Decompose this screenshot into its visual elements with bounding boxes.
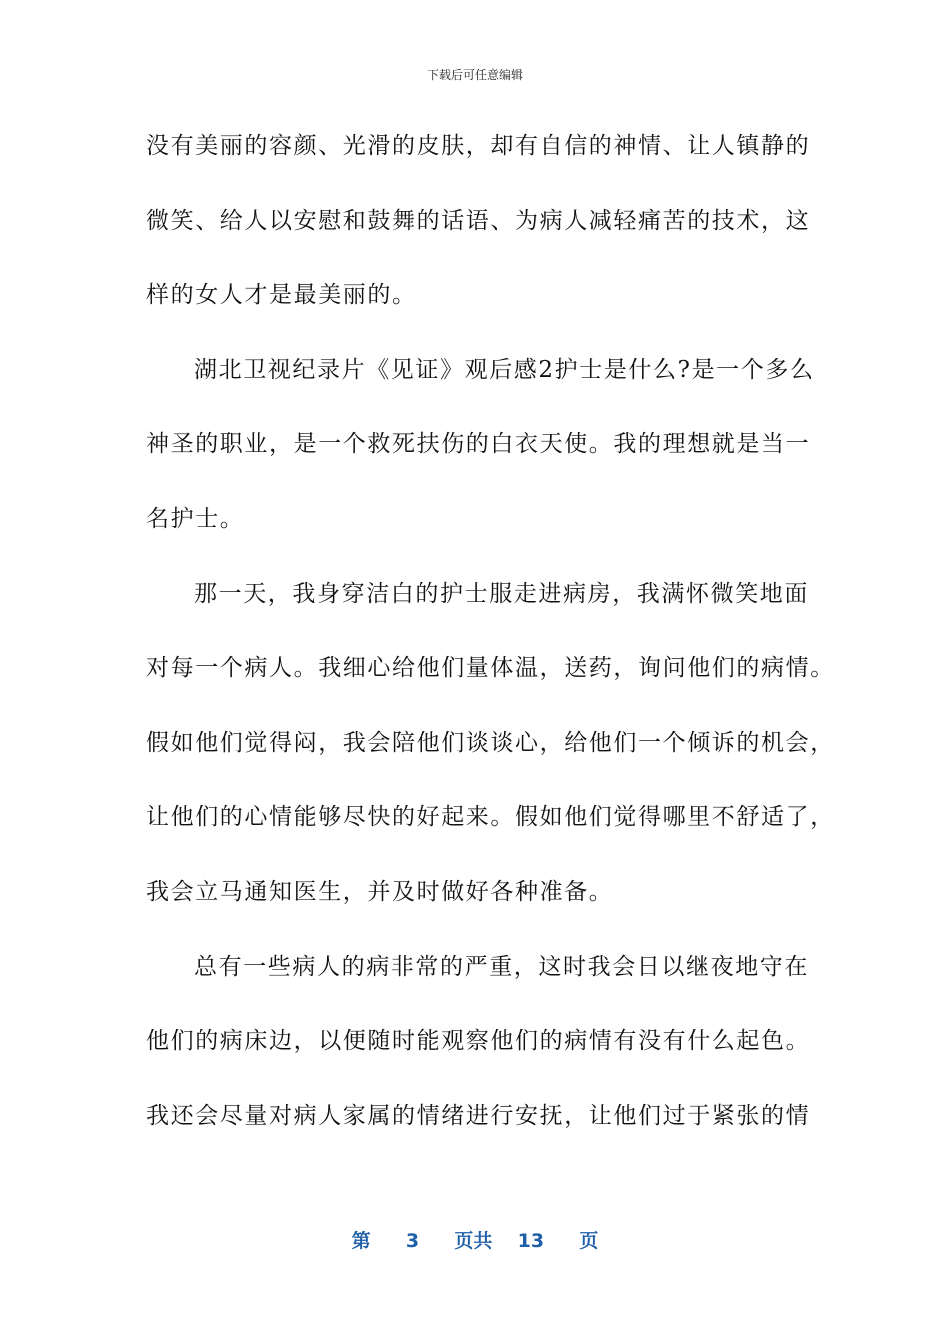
- footer-prefix: 第: [351, 1230, 371, 1252]
- text-line: 我还会尽量对病人家属的情绪进行安抚，让他们过于紧张的情: [146, 1102, 811, 1129]
- text-line: 我会立马通知医生，并及时做好各种准备。: [146, 878, 614, 905]
- text-line: 总有一些病人的病非常的严重，这时我会日以继夜地守在: [194, 953, 809, 980]
- text-line: 名护士。: [146, 505, 245, 532]
- text-line: 湖北卫视纪录片《见证》观后感2护士是什么?是一个多么: [194, 356, 815, 383]
- current-page-number: 3: [405, 1230, 420, 1252]
- text-line: 样的女人才是最美丽的。: [146, 282, 417, 309]
- page-header: 下载后可任意编辑: [426, 68, 523, 82]
- text-line: 没有美丽的容颜、光滑的皮肤，却有自信的神情、让人镇静的: [146, 133, 811, 159]
- text-line: 对每一个病人。我细心给他们量体温，送药，询问他们的病情。: [146, 655, 835, 682]
- text-line: 他们的病床边，以便随时能观察他们的病情有没有什么起色。: [146, 1028, 811, 1055]
- document-body: [146, 128, 835, 1172]
- text-line: 假如他们觉得闷，我会陪他们谈谈心，给他们一个倾诉的机会，: [146, 729, 835, 756]
- page-footer: [0, 1226, 950, 1253]
- text-line: 那一天，我身穿洁白的护士服走进病房，我满怀微笑地面: [194, 580, 809, 607]
- total-pages-number: 13: [517, 1230, 545, 1252]
- text-line: 神圣的职业，是一个救死扶伤的白衣天使。我的理想就是当一: [146, 431, 811, 458]
- footer-middle: 页共: [454, 1230, 493, 1252]
- footer-suffix: 页: [579, 1230, 599, 1252]
- text-line: 微笑、给人以安慰和鼓舞的话语、为病人减轻痛苦的技术，这: [146, 207, 811, 234]
- text-line: 让他们的心情能够尽快的好起来。假如他们觉得哪里不舒适了，: [146, 804, 835, 831]
